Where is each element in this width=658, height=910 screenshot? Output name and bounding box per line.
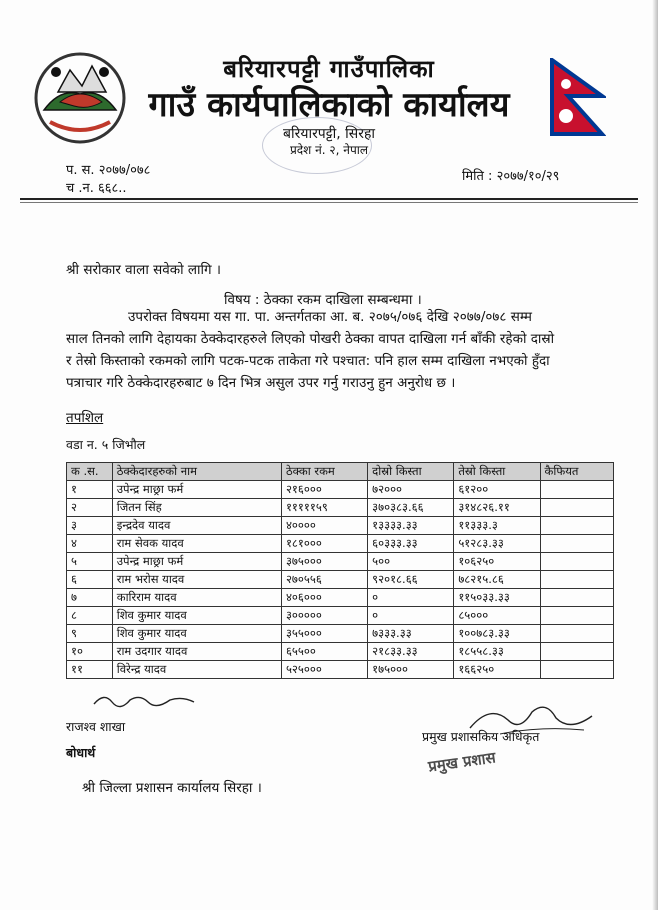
- cell-amount: ६५५००: [281, 643, 367, 661]
- address-line-2: प्रदेश नं. २, नेपाल: [289, 143, 369, 157]
- body-line: साल तिनको लागि देहायका ठेक्केदारहरुले लिएको पोखरी ठेक्का वापत दाखिला गर्न बाँकी रहेको दास्रो: [66, 331, 555, 347]
- col-header-name: ठेक्केदारहरुको नाम: [112, 463, 281, 481]
- cell-sn: ४: [67, 535, 113, 553]
- cell-name: राम भरोस यादव: [112, 571, 281, 589]
- cell-amount: १११११५९: [281, 499, 367, 517]
- cell-name: शिव कुमार यादव: [112, 607, 281, 625]
- table-row: [67, 571, 614, 589]
- table-row: [67, 535, 614, 553]
- cell-third-installment: ७८२१५.८६: [454, 571, 540, 589]
- cell-name: उपेन्द्र माछ्रा फर्म: [112, 553, 281, 571]
- cell-second-installment: ५००: [368, 553, 454, 571]
- letter-number: प. स. २०७७/०७८: [66, 163, 151, 178]
- cc-heading: बोधार्थ: [66, 745, 96, 760]
- cell-name: इन्द्रदेव यादव: [112, 517, 281, 535]
- cell-second-installment: ६०३३३.३३: [368, 535, 454, 553]
- cell-name: राम सेवक यादव: [112, 535, 281, 553]
- cell-third-installment: ६१२००: [454, 481, 540, 499]
- cell-third-installment: १६६२५०: [454, 661, 540, 679]
- tapsil-heading: तपशिल: [66, 410, 104, 426]
- cell-amount: ५२५०००: [281, 661, 367, 679]
- cell-sn: ७: [67, 589, 113, 607]
- cell-remarks: [540, 553, 613, 571]
- nepal-flag-icon: [548, 58, 606, 138]
- cell-remarks: [540, 571, 613, 589]
- cell-second-installment: ३७०३८३.६६: [368, 499, 454, 517]
- body-line: र तेस्रो किस्ताको रकमको लागि पटक-पटक ताकेता गरे पश्चात: पनि हाल सम्म दाखिला नभएको हुँदा: [66, 353, 550, 369]
- cell-amount: ४००००: [281, 517, 367, 535]
- cc-recipient: श्री जिल्ला प्रशासन कार्यालय सिरहा ।: [82, 780, 262, 796]
- cell-third-installment: १८५५८.३३: [454, 643, 540, 661]
- cell-second-installment: ०: [368, 607, 454, 625]
- cell-third-installment: ३१४८२६.११: [454, 499, 540, 517]
- cell-remarks: [540, 535, 613, 553]
- cell-second-installment: ७३३३.३३: [368, 625, 454, 643]
- cell-remarks: [540, 625, 613, 643]
- office-title: गाउँ कार्यपालिकाको कार्यालय: [148, 85, 510, 125]
- cell-name: जितन सिंह: [112, 499, 281, 517]
- header-divider: [20, 198, 638, 200]
- cell-sn: ६: [67, 571, 113, 589]
- cell-third-installment: १०६२५०: [454, 553, 540, 571]
- cell-remarks: [540, 481, 613, 499]
- cell-amount: २७०५५६: [281, 571, 367, 589]
- table-row: [67, 589, 614, 607]
- cell-amount: ३०००००: [281, 607, 367, 625]
- col-header-remarks: कैफियत: [540, 463, 613, 481]
- cell-third-installment: ११३३३.३: [454, 517, 540, 535]
- address-line-1: बरियारपट्टी, सिरहा: [282, 126, 376, 142]
- cell-second-installment: २१८३३.३३: [368, 643, 454, 661]
- addressee: श्री सरोकार वाला सवेको लागि ।: [66, 262, 222, 278]
- cell-name: उपेन्द्र माछ्रा फर्म: [112, 481, 281, 499]
- cell-third-installment: ८५०००: [454, 607, 540, 625]
- cell-sn: ११: [67, 661, 113, 679]
- cao-stamp: प्रमुख प्रशास: [427, 748, 497, 776]
- ward-label: वडा न. ५ जिभौल: [66, 437, 146, 452]
- cell-sn: १०: [67, 643, 113, 661]
- table-row: [67, 553, 614, 571]
- body-line: पत्राचार गरि ठेक्केदारहरुबाट ७ दिन भित्र असुल उपर गर्नु गराउनु हुन अनुरोध छ ।: [66, 375, 456, 391]
- table-row: [67, 499, 614, 517]
- cell-third-installment: १००७८३.३३: [454, 625, 540, 643]
- table-row: [67, 661, 614, 679]
- letter-date: मिति : २०७७/१०/२९: [462, 169, 560, 184]
- cell-second-installment: ७२०००: [368, 481, 454, 499]
- cell-sn: ३: [67, 517, 113, 535]
- table-row: [67, 517, 614, 535]
- cell-sn: ५: [67, 553, 113, 571]
- cell-second-installment: ०: [368, 589, 454, 607]
- cell-sn: १: [67, 481, 113, 499]
- col-header-amount: ठेक्का रकम: [281, 463, 367, 481]
- cell-second-installment: ९२०१८.६६: [368, 571, 454, 589]
- cell-remarks: [540, 643, 613, 661]
- cell-remarks: [540, 607, 613, 625]
- cell-amount: ४०६०००: [281, 589, 367, 607]
- cell-name: विरेन्द्र यादव: [112, 661, 281, 679]
- col-header-sn: क .स.: [67, 463, 113, 481]
- cell-sn: २: [67, 499, 113, 517]
- contractor-table: [66, 462, 614, 679]
- table-header-row: [67, 463, 614, 481]
- table-row: [67, 481, 614, 499]
- cell-remarks: [540, 589, 613, 607]
- col-header-second-installment: दोस्रो किस्ता: [368, 463, 454, 481]
- cell-name: शिव कुमार यादव: [112, 625, 281, 643]
- left-signature-icon: [90, 690, 200, 710]
- subject-line: विषय : ठेक्का रकम दाखिला सम्बन्धमा ।: [224, 292, 422, 308]
- table-body: [67, 481, 614, 679]
- cell-name: कारिराम यादव: [112, 589, 281, 607]
- body-line: उपरोक्त विषयमा यस गा. पा. अन्तर्गतका आ. ब. २०७५/०७६ देखि २०७७/०७८ सम्म: [128, 309, 532, 325]
- table-row: [67, 643, 614, 661]
- cell-sn: ८: [67, 607, 113, 625]
- table-row: [67, 625, 614, 643]
- cell-name: राम उदगार यादव: [112, 643, 281, 661]
- cell-remarks: [540, 661, 613, 679]
- cell-remarks: [540, 517, 613, 535]
- body-paragraph: [66, 306, 606, 394]
- header-divider-thin: [20, 202, 638, 203]
- cell-remarks: [540, 499, 613, 517]
- cell-amount: ३५५०००: [281, 625, 367, 643]
- cell-amount: १८१०००: [281, 535, 367, 553]
- cell-sn: ९: [67, 625, 113, 643]
- cell-third-installment: ५१२८३.३३: [454, 535, 540, 553]
- revenue-section-label: राजश्व शाखा: [66, 719, 126, 734]
- cell-amount: ३७५०००: [281, 553, 367, 571]
- table-row: [67, 607, 614, 625]
- municipality-name: बरियारपट्टी गाउँपालिका: [223, 55, 435, 83]
- cell-second-installment: १३३३३.३३: [368, 517, 454, 535]
- col-header-third-installment: तेस्रो किस्ता: [454, 463, 540, 481]
- cao-designation: प्रमुख प्रशासकिय अधिकृत: [422, 729, 540, 744]
- cell-amount: २१६०००: [281, 481, 367, 499]
- cell-third-installment: ११५०३३.३३: [454, 589, 540, 607]
- cell-second-installment: १७५०००: [368, 661, 454, 679]
- dispatch-number: च .न. ६६८..: [66, 181, 127, 196]
